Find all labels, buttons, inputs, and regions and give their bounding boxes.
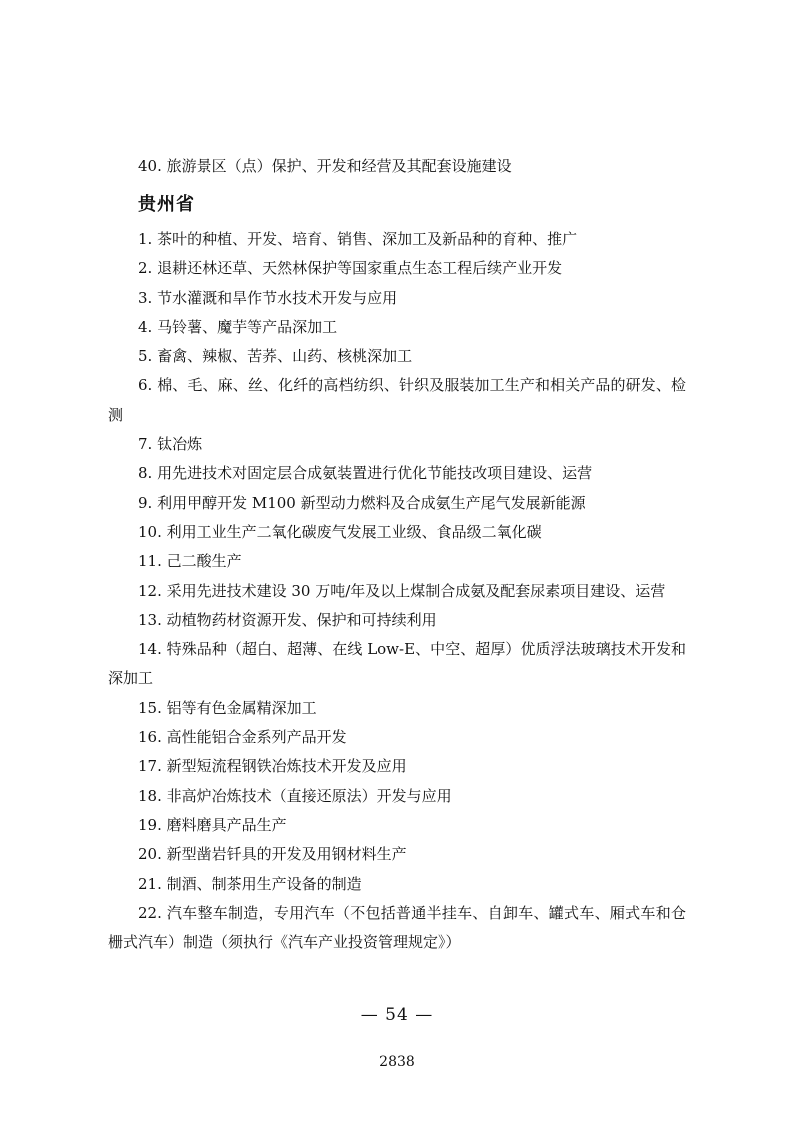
list-item: 17. 新型短流程钢铁冶炼技术开发及应用	[138, 757, 407, 776]
list-item: 6. 棉、毛、麻、丝、化纤的高档纺织、针织及服装加工生产和相关产品的研发、检测	[108, 376, 686, 424]
document-number: 2838	[379, 1054, 415, 1070]
list-item: 11. 己二酸生产	[138, 552, 242, 571]
list-item: 20. 新型凿岩钎具的开发及用钢材料生产	[138, 845, 407, 864]
list-item-40: 40. 旅游景区（点）保护、开发和经营及其配套设施建设	[138, 157, 512, 175]
list-item: 3. 节水灌溉和旱作节水技术开发与应用	[138, 288, 398, 307]
list-item: 14. 特殊品种（超白、超薄、在线 Low-E、中空、超厚）优质浮法玻璃技术开发和深加工	[108, 640, 686, 688]
list-item: 15. 铝等有色金属精深加工	[138, 698, 317, 717]
page-number: — 54 —	[360, 1005, 434, 1025]
list-item: 21. 制酒、制茶用生产设备的制造	[138, 874, 362, 893]
list-item: 13. 动植物药材资源开发、保护和可持续利用	[138, 610, 437, 629]
list-item: 1. 茶叶的种植、开发、培育、销售、深加工及新品种的育种、推广	[138, 230, 578, 248]
section-heading-guizhou: 贵州省	[138, 194, 195, 215]
list-item: 19. 磨料磨具产品生产	[138, 815, 287, 834]
list-item: 22. 汽车整车制造，专用汽车（不包括普通半挂车、自卸车、罐式车、厢式车和仓栅式汽车）制造（须执行《汽车产业投资管理规定》）	[108, 903, 686, 952]
list-item: 18. 非高炉冶炼技术（直接还原法）开发与应用	[138, 786, 452, 805]
list-item: 4. 马铃薯、魔芋等产品深加工	[138, 317, 338, 336]
list-item: 8. 用先进技术对固定层合成氨装置进行优化节能技改项目建设、运营	[138, 464, 593, 483]
item-list	[108, 225, 686, 957]
list-item: 16. 高性能铝合金系列产品开发	[138, 728, 347, 747]
list-item: 10. 利用工业生产二氧化碳废气发展工业级、食品级二氧化碳	[138, 522, 542, 541]
list-item: 9. 利用甲醇开发 M100 新型动力燃料及合成氨生产尾气发展新能源	[138, 493, 586, 512]
list-item: 12. 采用先进技术建设 30 万吨/年及以上煤制合成氨及配套尿素项目建设、运营	[138, 581, 666, 600]
list-item: 7. 钛冶炼	[138, 435, 203, 454]
list-item: 5. 畜禽、辣椒、苦荞、山药、核桃深加工	[138, 347, 413, 366]
list-item: 2. 退耕还林还草、天然林保护等国家重点生态工程后续产业开发	[138, 259, 563, 278]
